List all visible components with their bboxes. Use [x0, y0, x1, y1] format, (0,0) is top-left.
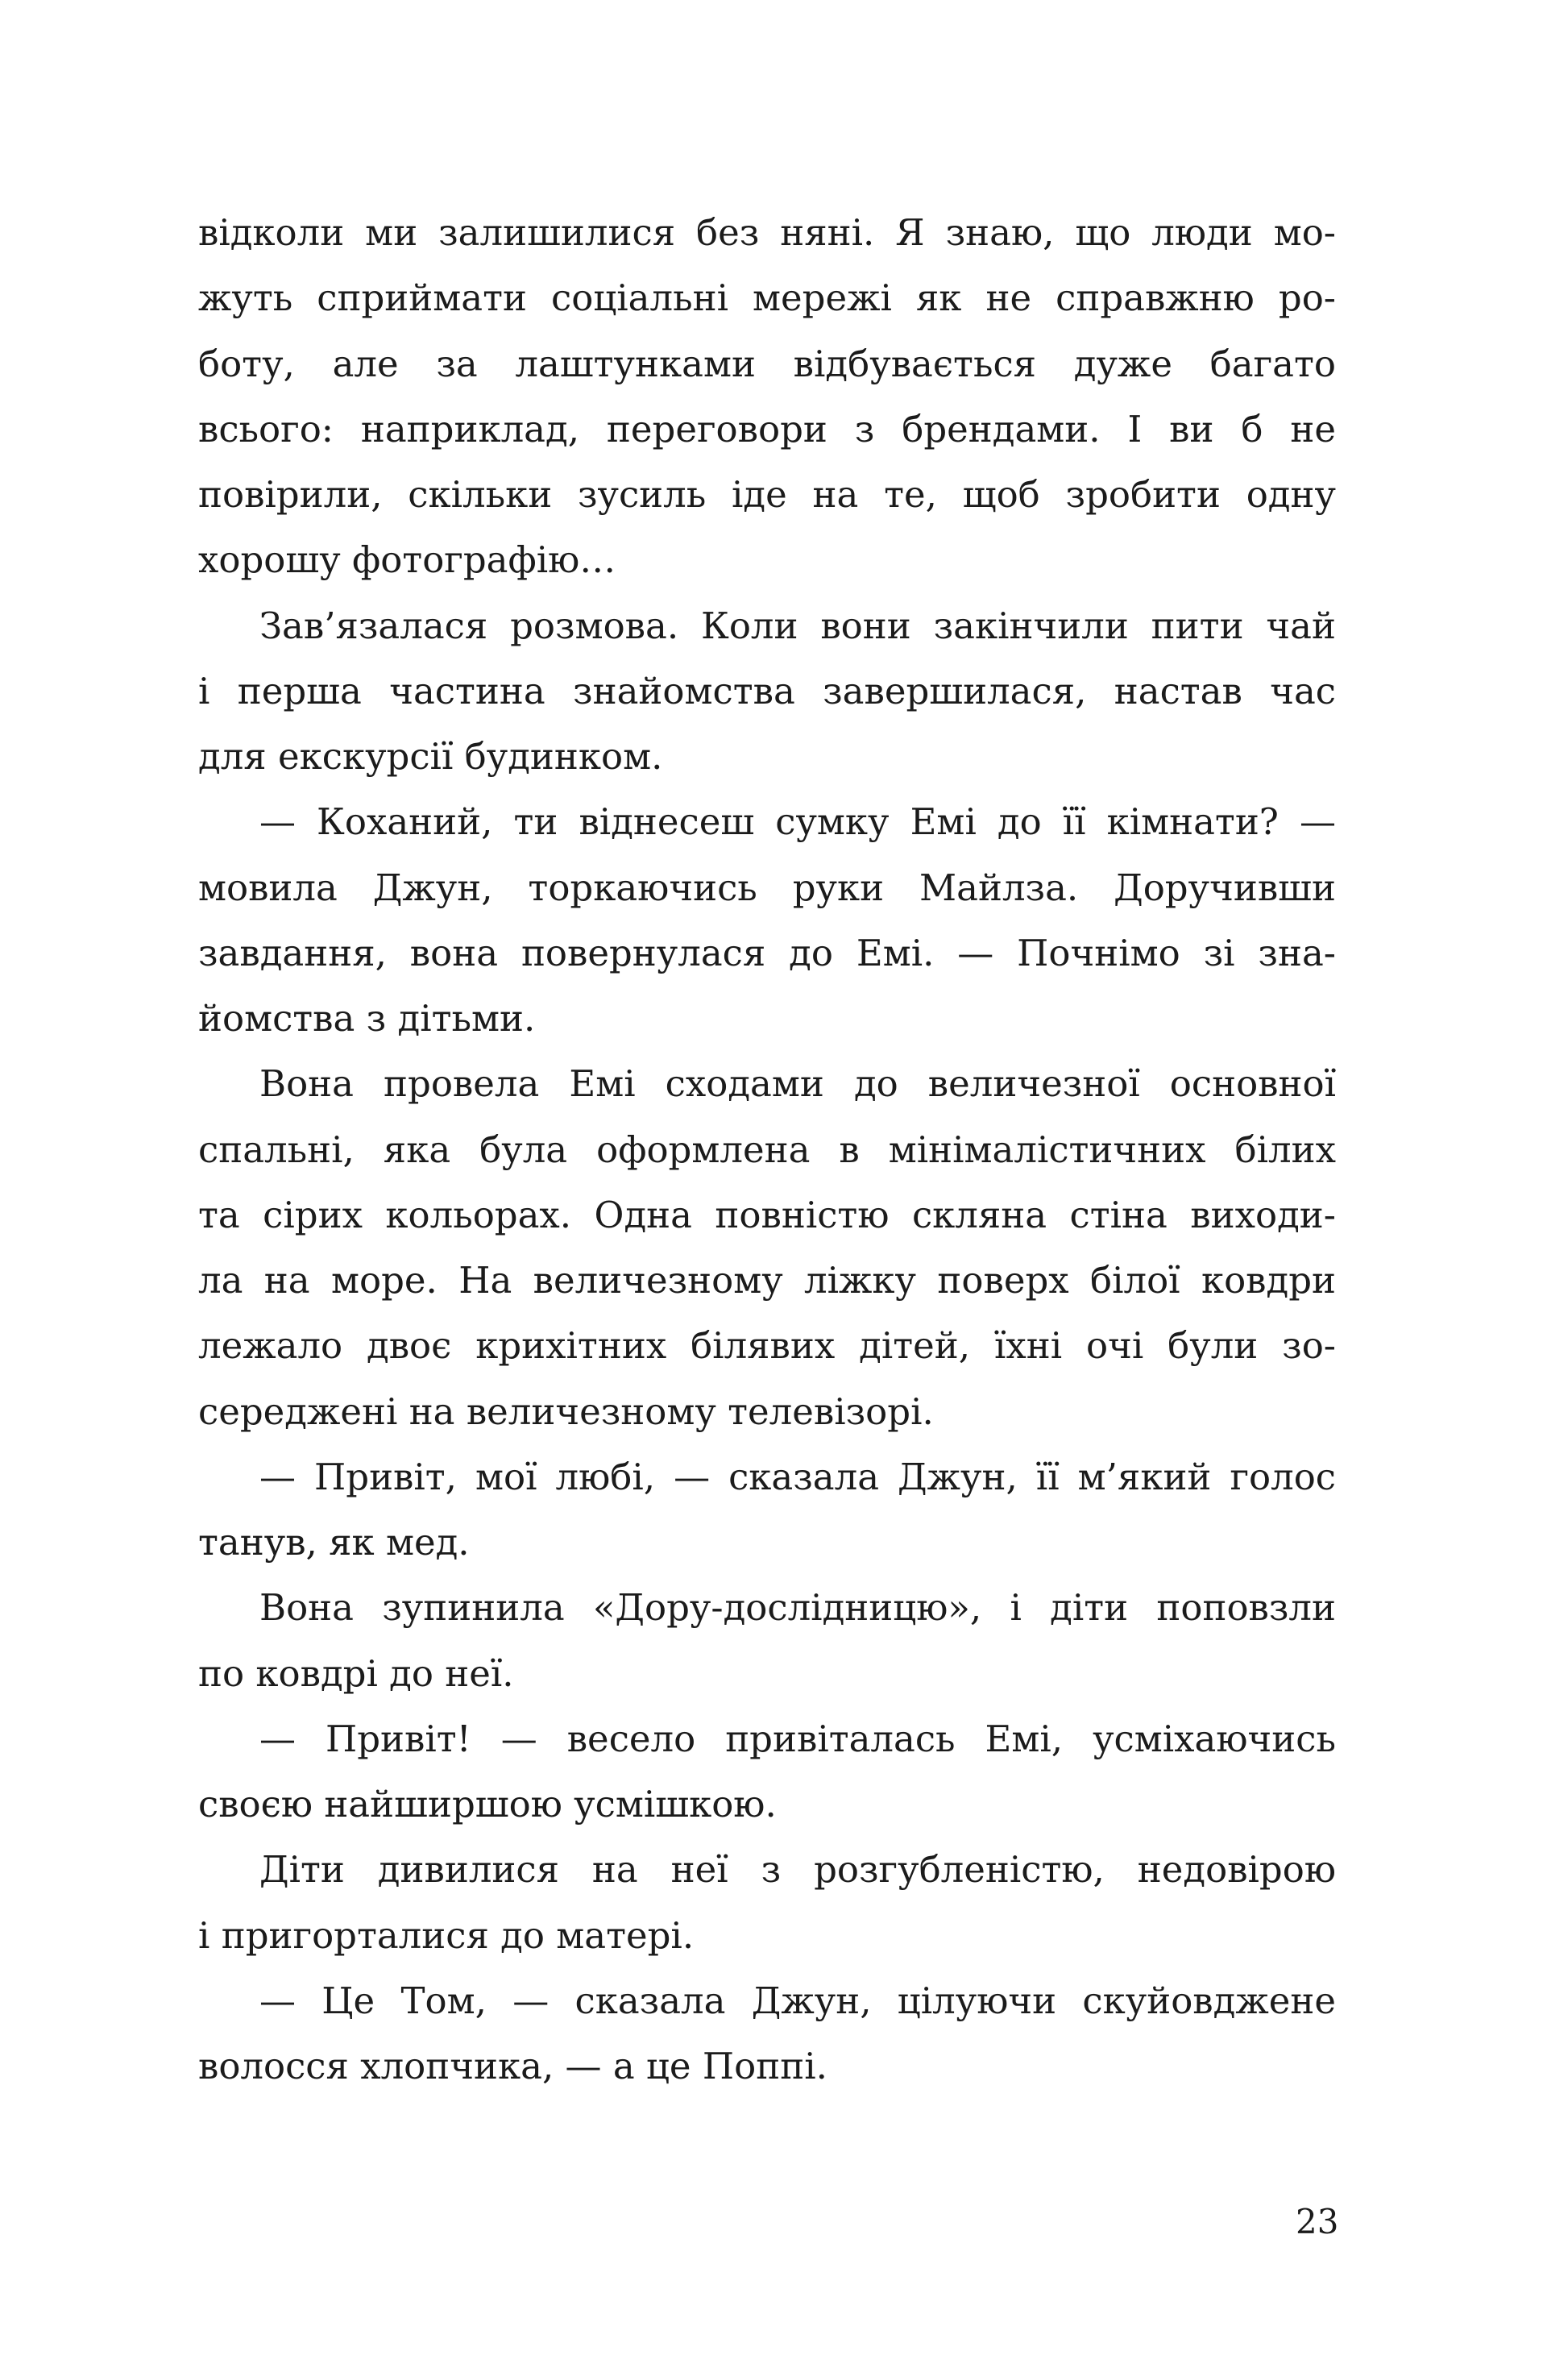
text-line: своєю найширшою усмішкою.	[198, 1783, 777, 1825]
text-line: йомства з дітьми.	[198, 997, 536, 1040]
text-line: — Привіт, мої любі, — сказала Джун, її м’який голос	[259, 1455, 1336, 1498]
text-line: Діти дивилися на неї з розгубленістю, недовірою	[259, 1848, 1336, 1892]
paragraph	[198, 1968, 1336, 2100]
text-line: — Коханий, ти віднесеш сумку Емі до її кімнати? —	[259, 800, 1336, 844]
text-line: танув, як мед.	[198, 1521, 470, 1564]
paragraph	[198, 1444, 1336, 1576]
text-line: волосся хлопчика, — а це Поппі.	[198, 2045, 827, 2087]
paragraph	[198, 1837, 1336, 1968]
text-line: для екскурсії будинком.	[198, 735, 663, 778]
paragraph	[198, 1051, 1336, 1444]
text-line: по ковдрі до неї.	[198, 1651, 514, 1695]
text-line: лежало двоє крихітних білявих дітей, їхні очі були зо-	[198, 1324, 1336, 1368]
page-number: 23	[1296, 2202, 1339, 2241]
text-line: та сірих кольорах. Одна повністю скляна стіна виходи-	[198, 1193, 1336, 1236]
text-line: ла на море. На величезному ліжку поверх білої ковдри	[198, 1259, 1336, 1302]
text-line: відколи ми залишилися без няні. Я знаю, що люди мо-	[198, 211, 1336, 254]
text-line: середжені на величезному телевізорі.	[198, 1389, 934, 1433]
text-line: — Привіт! — весело привіталась Емі, усміхаючись	[259, 1717, 1336, 1760]
text-line: боту, але за лаштунками відбувається дуже багато	[198, 342, 1336, 385]
paragraph	[198, 1575, 1336, 1706]
text-line: Вона зупинила «Дору-дослідницю», і діти поповзли	[259, 1586, 1336, 1630]
paragraph	[198, 593, 1336, 790]
text-line: Зав’язалася розмова. Коли вони закінчили пити чай	[259, 604, 1336, 647]
paragraph	[198, 200, 1336, 593]
paragraph	[198, 789, 1336, 1051]
text-line: спальні, яка була оформлена в мінімалістичних білих	[198, 1128, 1336, 1171]
text-line: Вона провела Емі сходами до величезної основної	[259, 1062, 1336, 1106]
body-text	[198, 200, 1336, 2099]
text-line: всього: наприклад, переговори з брендами. І ви б не	[198, 407, 1336, 451]
text-line: повірили, скільки зусиль іде на те, щоб зробити одну	[198, 473, 1336, 516]
text-line: жуть сприймати соціальні мережі як не справжню ро-	[198, 276, 1336, 320]
text-line: і перша частина знайомства завершилася, настав час	[198, 669, 1336, 712]
text-line: хорошу фотографію…	[198, 538, 616, 582]
paragraph	[198, 1706, 1336, 1838]
text-line: і пригорталися до матері.	[198, 1913, 695, 1957]
text-line: мовила Джун, торкаючись руки Майлза. Доручивши	[198, 866, 1336, 909]
text-line: завдання, вона повернулася до Емі. — Почнімо зі зна-	[198, 931, 1336, 974]
text-line: — Це Том, — сказала Джун, цілуючи скуйовджене	[259, 1979, 1336, 2022]
